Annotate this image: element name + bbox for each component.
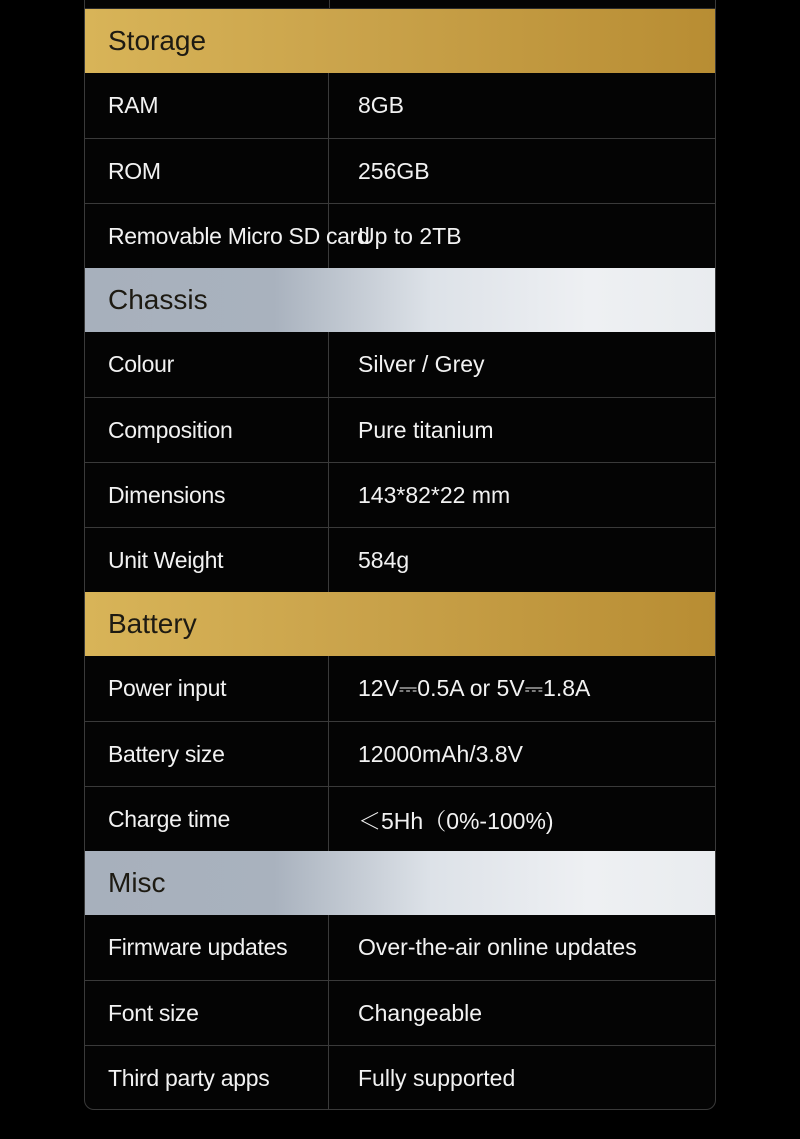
table-row xyxy=(85,203,715,268)
column-divider xyxy=(329,0,330,8)
section-header-chassis: Chassis xyxy=(85,268,715,332)
row-label: Composition xyxy=(85,398,329,462)
table-row xyxy=(85,915,715,980)
row-value: Pure titanium xyxy=(358,416,494,443)
table-row xyxy=(85,397,715,462)
row-label: RAM xyxy=(85,73,329,138)
table-row xyxy=(85,138,715,203)
row-value: Silver / Grey xyxy=(358,351,485,377)
section-header-storage: Storage xyxy=(85,9,715,73)
row-label: ROM xyxy=(85,139,329,203)
spec-table xyxy=(84,0,716,1110)
row-label: Colour xyxy=(85,332,329,397)
row-value: 143*82*22 mm xyxy=(358,481,511,508)
row-label: Battery size xyxy=(85,722,329,786)
section-header-misc: Misc xyxy=(85,851,715,915)
table-row xyxy=(85,1045,715,1110)
row-label: Power input xyxy=(85,656,329,721)
section-header-battery: Battery xyxy=(85,592,715,656)
row-label: Firmware updates xyxy=(85,915,329,980)
row-value: 256GB xyxy=(358,157,430,184)
table-row xyxy=(85,332,715,397)
row-label: Font size xyxy=(85,981,329,1045)
row-value: 8GB xyxy=(358,92,405,118)
table-row xyxy=(85,462,715,527)
row-label: Third party apps xyxy=(85,1046,329,1110)
table-top-stub xyxy=(85,0,715,9)
row-value: ＜5Hh（0%-100%) xyxy=(358,807,554,834)
row-label: Dimensions xyxy=(85,463,329,527)
table-row xyxy=(85,656,715,721)
row-value: Changeable xyxy=(358,999,483,1026)
row-label: Removable Micro SD card xyxy=(85,204,329,268)
table-row xyxy=(85,786,715,851)
table-row xyxy=(85,73,715,138)
row-label: Unit Weight xyxy=(85,528,329,592)
table-row xyxy=(85,527,715,592)
row-value: Up to 2TB xyxy=(358,222,462,249)
row-label: Charge time xyxy=(85,787,329,851)
row-value: 12000mAh/3.8V xyxy=(358,740,523,767)
row-value: 12V⎓0.5A or 5V⎓1.8A xyxy=(358,675,591,701)
table-row xyxy=(85,980,715,1045)
row-value: 584g xyxy=(358,546,410,573)
table-row xyxy=(85,721,715,786)
row-value: Fully supported xyxy=(358,1064,516,1091)
row-value: Over-the-air online updates xyxy=(358,934,637,960)
